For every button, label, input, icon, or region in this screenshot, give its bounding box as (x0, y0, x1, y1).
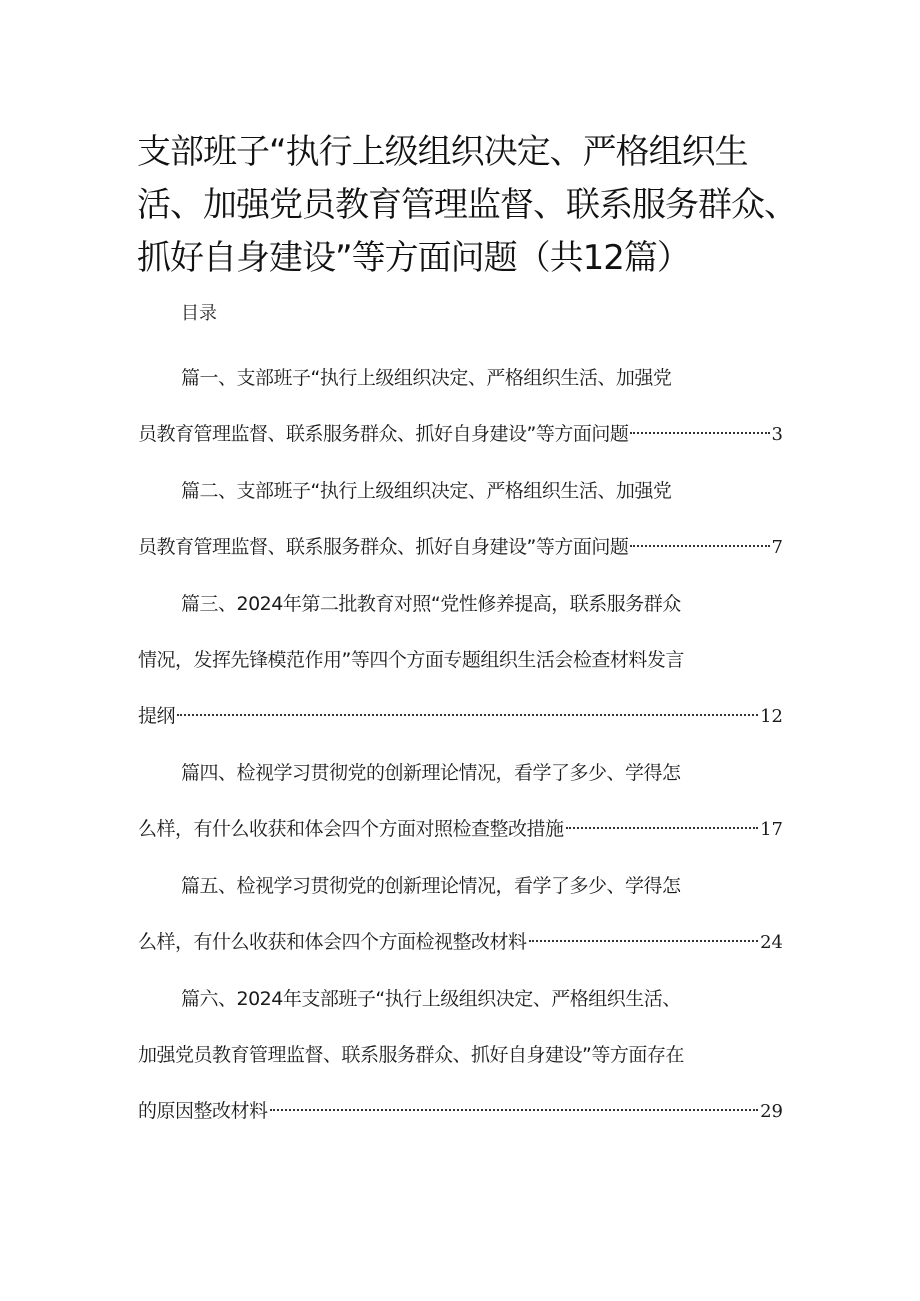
toc-entry-line (138, 576, 783, 632)
toc-heading: 目录 (181, 303, 217, 324)
toc-entry[interactable] (138, 576, 783, 744)
toc-entry-text: 加强党员教育管理监督、联系服务群众、抓好自身建设”等方面存在 (138, 1044, 684, 1066)
dot-leader (177, 714, 758, 716)
toc-entry-text: 么样，有什么收获和体会四个方面对照检查整改措施 (138, 818, 564, 840)
document-title: 支部班子“执行上级组织决定、严格组织生活、加强党员教育管理监督、联系服务群众、抓好自身建设”等方面问题（共12篇） (137, 132, 797, 278)
toc-page-number: 17 (760, 819, 783, 840)
dot-leader (630, 545, 769, 547)
toc-entry-text: 的原因整改材料 (138, 1100, 268, 1122)
toc-entry-line (138, 406, 783, 462)
toc-page-number: 7 (771, 537, 783, 558)
toc-entry[interactable] (138, 350, 783, 462)
toc-entry[interactable] (138, 463, 783, 575)
toc-page-number: 3 (771, 424, 783, 445)
toc-entry-text: 提纲 (138, 705, 176, 727)
toc-entry[interactable] (138, 858, 783, 970)
toc-entry-line (138, 1083, 783, 1139)
toc-page-number: 29 (760, 1101, 783, 1122)
toc-entry-text: 篇二、支部班子“执行上级组织决定、严格组织生活、加强党 (181, 480, 672, 502)
toc-entry-text: 篇一、支部班子“执行上级组织决定、严格组织生活、加强党 (181, 367, 672, 389)
toc-page-number: 12 (760, 706, 783, 727)
toc-entry-line (138, 971, 783, 1027)
toc-entry-line (138, 914, 783, 970)
toc-entry-text: 员教育管理监督、联系服务群众、抓好自身建设”等方面问题 (138, 536, 629, 558)
dot-leader (566, 827, 759, 829)
toc-entry-line (138, 350, 783, 406)
toc-entry-text: 篇五、检视学习贯彻党的创新理论情况，看学了多少、学得怎 (181, 875, 681, 897)
toc-entry-text: 篇四、检视学习贯彻党的创新理论情况，看学了多少、学得怎 (181, 762, 681, 784)
toc-entry[interactable] (138, 971, 783, 1139)
toc-entry-text: 么样，有什么收获和体会四个方面检视整改材料 (138, 931, 527, 953)
toc-entry-line (138, 688, 783, 744)
toc-entry-line (138, 745, 783, 801)
toc-entry-line (138, 801, 783, 857)
dot-leader (529, 940, 759, 942)
toc-entry-text: 篇三、2024年第二批教育对照“党性修养提高，联系服务群众 (181, 593, 681, 615)
toc-entry[interactable] (138, 745, 783, 857)
toc-entry-text: 情况，发挥先锋模范作用”等四个方面专题组织生活会检查材料发言 (138, 649, 684, 671)
table-of-contents (138, 350, 783, 1140)
toc-entry-line (138, 1027, 783, 1083)
dot-leader (270, 1109, 759, 1111)
toc-entry-text: 篇六、2024年支部班子“执行上级组织决定、严格组织生活、 (181, 988, 681, 1010)
toc-entry-line (138, 632, 783, 688)
toc-entry-line (138, 463, 783, 519)
toc-entry-line (138, 519, 783, 575)
dot-leader (630, 432, 769, 434)
toc-page-number: 24 (760, 932, 783, 953)
toc-entry-line (138, 858, 783, 914)
toc-entry-text: 员教育管理监督、联系服务群众、抓好自身建设”等方面问题 (138, 423, 629, 445)
